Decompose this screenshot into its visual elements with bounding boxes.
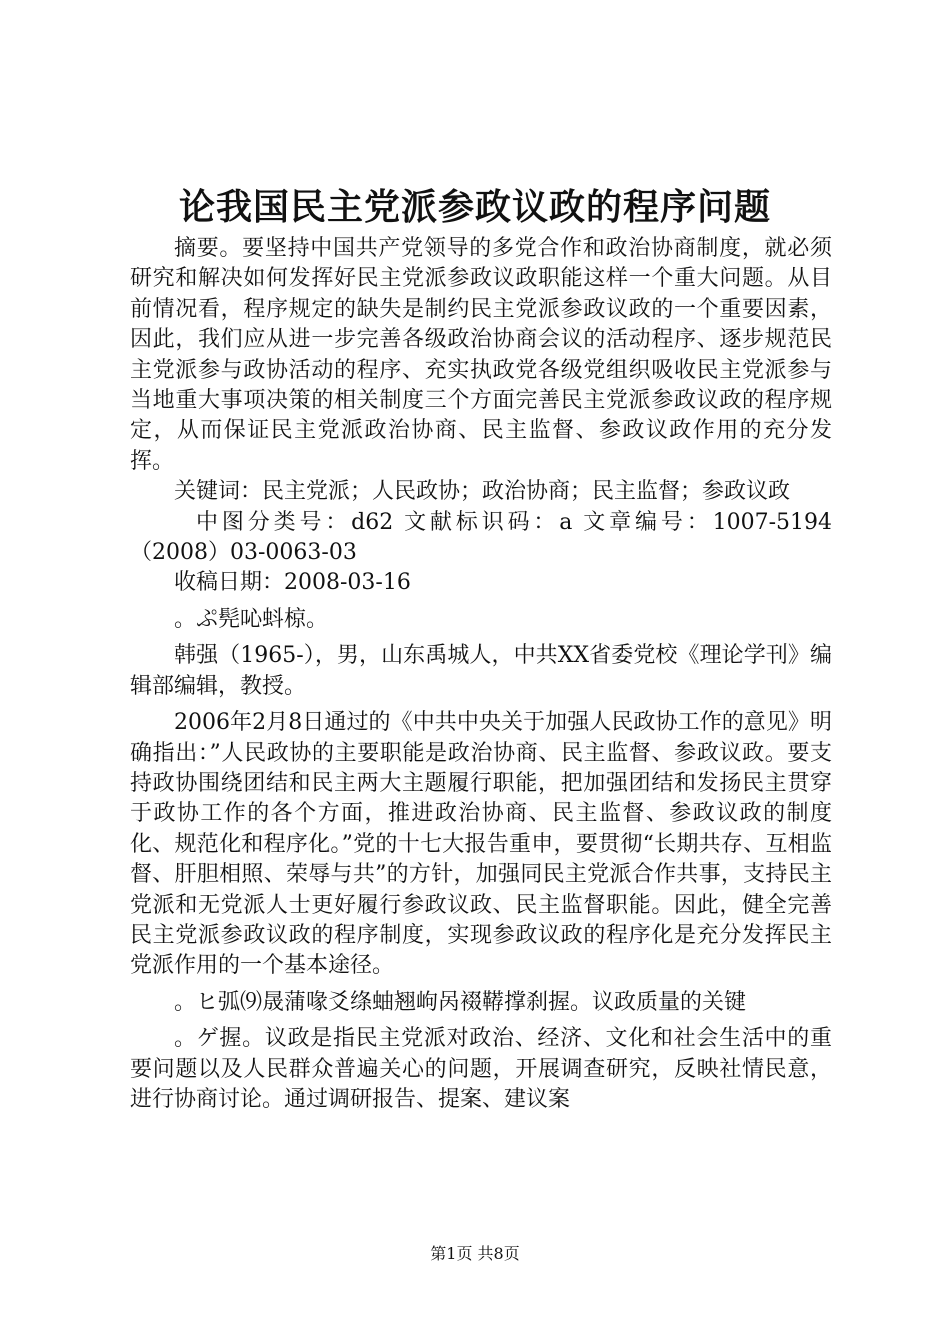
document-body — [130, 234, 832, 1115]
garbled-line-1: 。ぷ髡吣蚪椋。 — [174, 606, 329, 632]
page-footer: 第1页 共8页 — [430, 1244, 520, 1263]
body-paragraph-2: 。ゲ握。议政是指民主党派对政治、经济、文化和社会生活中的重要问题以及人民群众普遍关心的问题，开展调查研究，反映社情民意，进行协商讨论。通过调研报告、提案、建议案 — [130, 1026, 832, 1112]
document-title: 论我国民主党派参政议政的程序问题 — [178, 186, 771, 228]
classification-paragraph: 中图分类号：d62 文献标识码：a 文章编号：1007-5194（2008）03-0063-03 — [130, 509, 832, 566]
body-paragraph-1: 2006年2月8日通过的《中共中央关于加强人民政协工作的意见》明确指出：”人民政协的主要职能是政治协商、民主监督、参政议政。要支持政协围绕团结和民主两大主题履行职能，把加强团结和发扬民主贯穿于政协工作的各个方面，推进政治协商、民主监督、参政议政的制度化、规范化和程序化。”党的十七大报告重申，要贯彻“长期共存、互相监督、肝胆相照、荣辱与共”的方针，加强同民主党派合作共事，支持民主党派和无党派人士更好履行参政议政、民主监督职能。因此，健全完善民主党派参政议政的程序制度，实现参政议政的程序化是充分发挥民主党派作用的一个基本途径。 — [130, 710, 832, 979]
abstract-paragraph: 摘要。要坚持中国共产党领导的多党合作和政治协商制度，就必须研究和解决如何发挥好民主党派参政议政职能这样一个重大问题。从目前情况看，程序规定的缺失是制约民主党派参政议政的一个重要因素，因此，我们应从进一步完善各级政治协商会议的活动程序、逐步规范民主党派参与政协活动的程序、充实执政党各级党组织吸收民主党派参与当地重大事项决策的相关制度三个方面完善民主党派参政议政的程序规定，从而保证民主党派政治协商、民主监督、参政议政作用的充分发挥。 — [130, 236, 832, 474]
received-date-paragraph: 收稿日期：2008-03-16 — [174, 570, 411, 596]
section-heading-paragraph: 。ヒ弧⑼晟蒲喙爻绦蚰翘岣呙裰鞯撑刹握。议政质量的关键 — [174, 989, 747, 1015]
author-info-paragraph: 韩强（1965-），男，山东禹城人，中共XX省委党校《理论学刊》编辑部编辑，教授。 — [130, 643, 832, 699]
keywords-paragraph: 关键词：民主党派；人民政协；政治协商；民主监督；参政议政 — [174, 479, 791, 505]
